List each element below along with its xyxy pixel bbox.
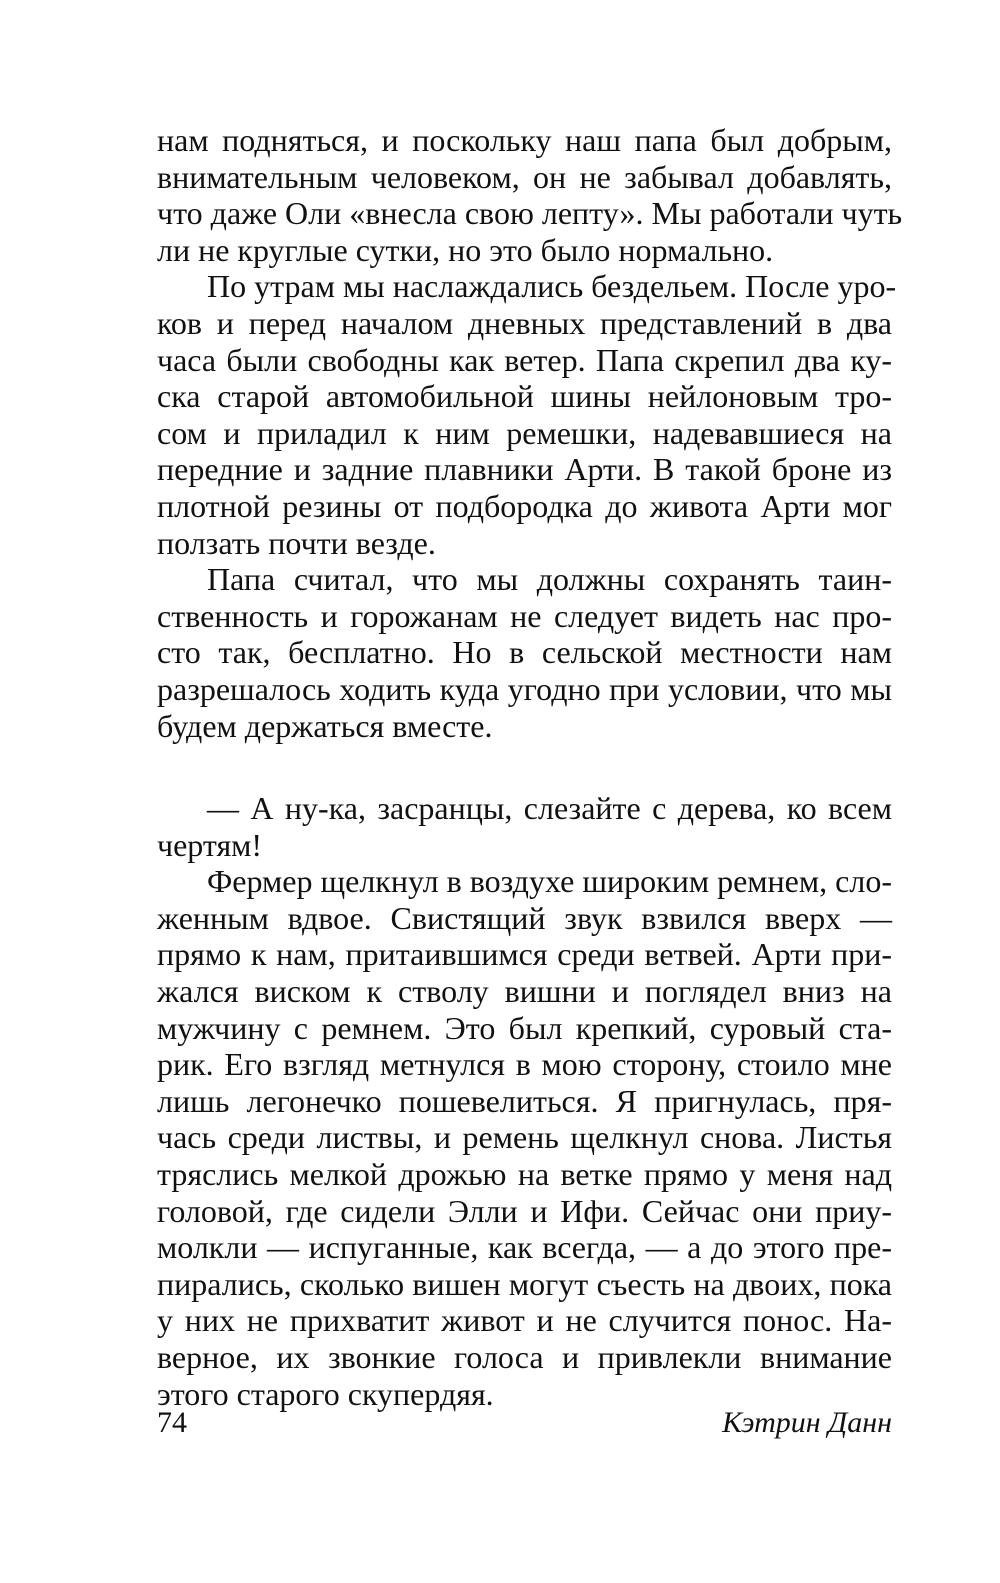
text-line: у них не прихватит живот и не случится понос. На- — [157, 1302, 892, 1339]
page-text — [157, 122, 903, 1412]
text-line: ков и перед началом дневных представлений в два — [157, 304, 892, 341]
text-line: головой, где сидели Элли и Ифи. Сейчас они приу- — [157, 1192, 892, 1229]
text-line: сом и приладил к ним ремешки, надевавшиеся на — [157, 414, 892, 451]
text-line: ли не круглые сутки, но это было нормально. — [157, 231, 774, 268]
text-line: Папа считал, что мы должны сохранять таин- — [207, 561, 892, 598]
text-line: нам подняться, и поскольку наш папа был добрым, — [157, 122, 892, 158]
text-line: ственность и горожанам не следует видеть нас про- — [157, 597, 892, 634]
text-line: тряслись мелкой дрожью на ветке прямо у меня над — [157, 1156, 892, 1193]
text-line: чась среди листвы, и ремень щелкнул снова. Листья — [157, 1119, 892, 1156]
text-line: — А ну-ка, засранцы, слезайте с дерева, ко всем — [207, 790, 892, 827]
text-line: сто так, бесплатно. Но в сельской местности нам — [157, 634, 892, 671]
text-line: По утрам мы наслаждались бездельем. После уро- — [207, 268, 897, 305]
paragraph-5 — [157, 863, 892, 1412]
text-line: Фермер щелкнул в воздухе широким ремнем, сло- — [207, 863, 892, 900]
text-line: разрешалось ходить куда угодно при условии, что мы — [157, 670, 892, 707]
text-line: ползать почти везде. — [157, 524, 436, 561]
text-line: что даже Оли «внесла свою лепту». Мы работали чуть — [157, 195, 903, 232]
text-line: рик. Его взгляд метнулся в мою сторону, стоило мне — [157, 1046, 892, 1083]
text-line: чертям! — [157, 826, 263, 863]
text-line: плотной резины от подбородка до живота Арти мог — [157, 487, 892, 524]
paragraph-3 — [157, 561, 892, 744]
page-number: 74 — [157, 1406, 187, 1439]
text-line: передние и задние плавники Арти. В такой броне из — [157, 451, 892, 488]
text-line: ска старой автомобильной шины нейлоновым тро- — [157, 378, 892, 415]
text-line: будем держаться вместе. — [157, 707, 493, 744]
text-line: мужчину с ремнем. Это был крепкий, суровый ста- — [157, 1009, 892, 1046]
page-footer — [157, 1405, 892, 1445]
text-line: жался виском к стволу вишни и поглядел вниз на — [157, 973, 892, 1010]
text-line: прямо к нам, притаившимся среди ветвей. Арти при- — [157, 936, 892, 973]
paragraph-4 — [157, 790, 892, 863]
text-line: молкли — испуганные, как всегда, — а до этого пре- — [157, 1229, 892, 1266]
text-line: внимательным человеком, он не забывал добавлять, — [157, 158, 892, 195]
paragraph-1 — [157, 122, 903, 268]
text-line: лишь легонечко пошевелиться. Я пригнулась, пря- — [157, 1082, 892, 1119]
text-line: часа были свободны как ветер. Папа скрепил два ку- — [157, 341, 892, 378]
text-line: этого старого скупердяя. — [157, 1375, 494, 1412]
paragraph-2 — [157, 268, 897, 561]
text-line: пирались, сколько вишен могут съесть на двоих, пока — [157, 1265, 892, 1302]
text-line: верное, их звонкие голоса и привлекли внимание — [157, 1339, 892, 1375]
section-break — [157, 744, 892, 790]
text-line: женным вдвое. Свистящий звук взвился вверх — — [157, 899, 892, 936]
author-name: Кэтрин Данн — [722, 1406, 892, 1439]
